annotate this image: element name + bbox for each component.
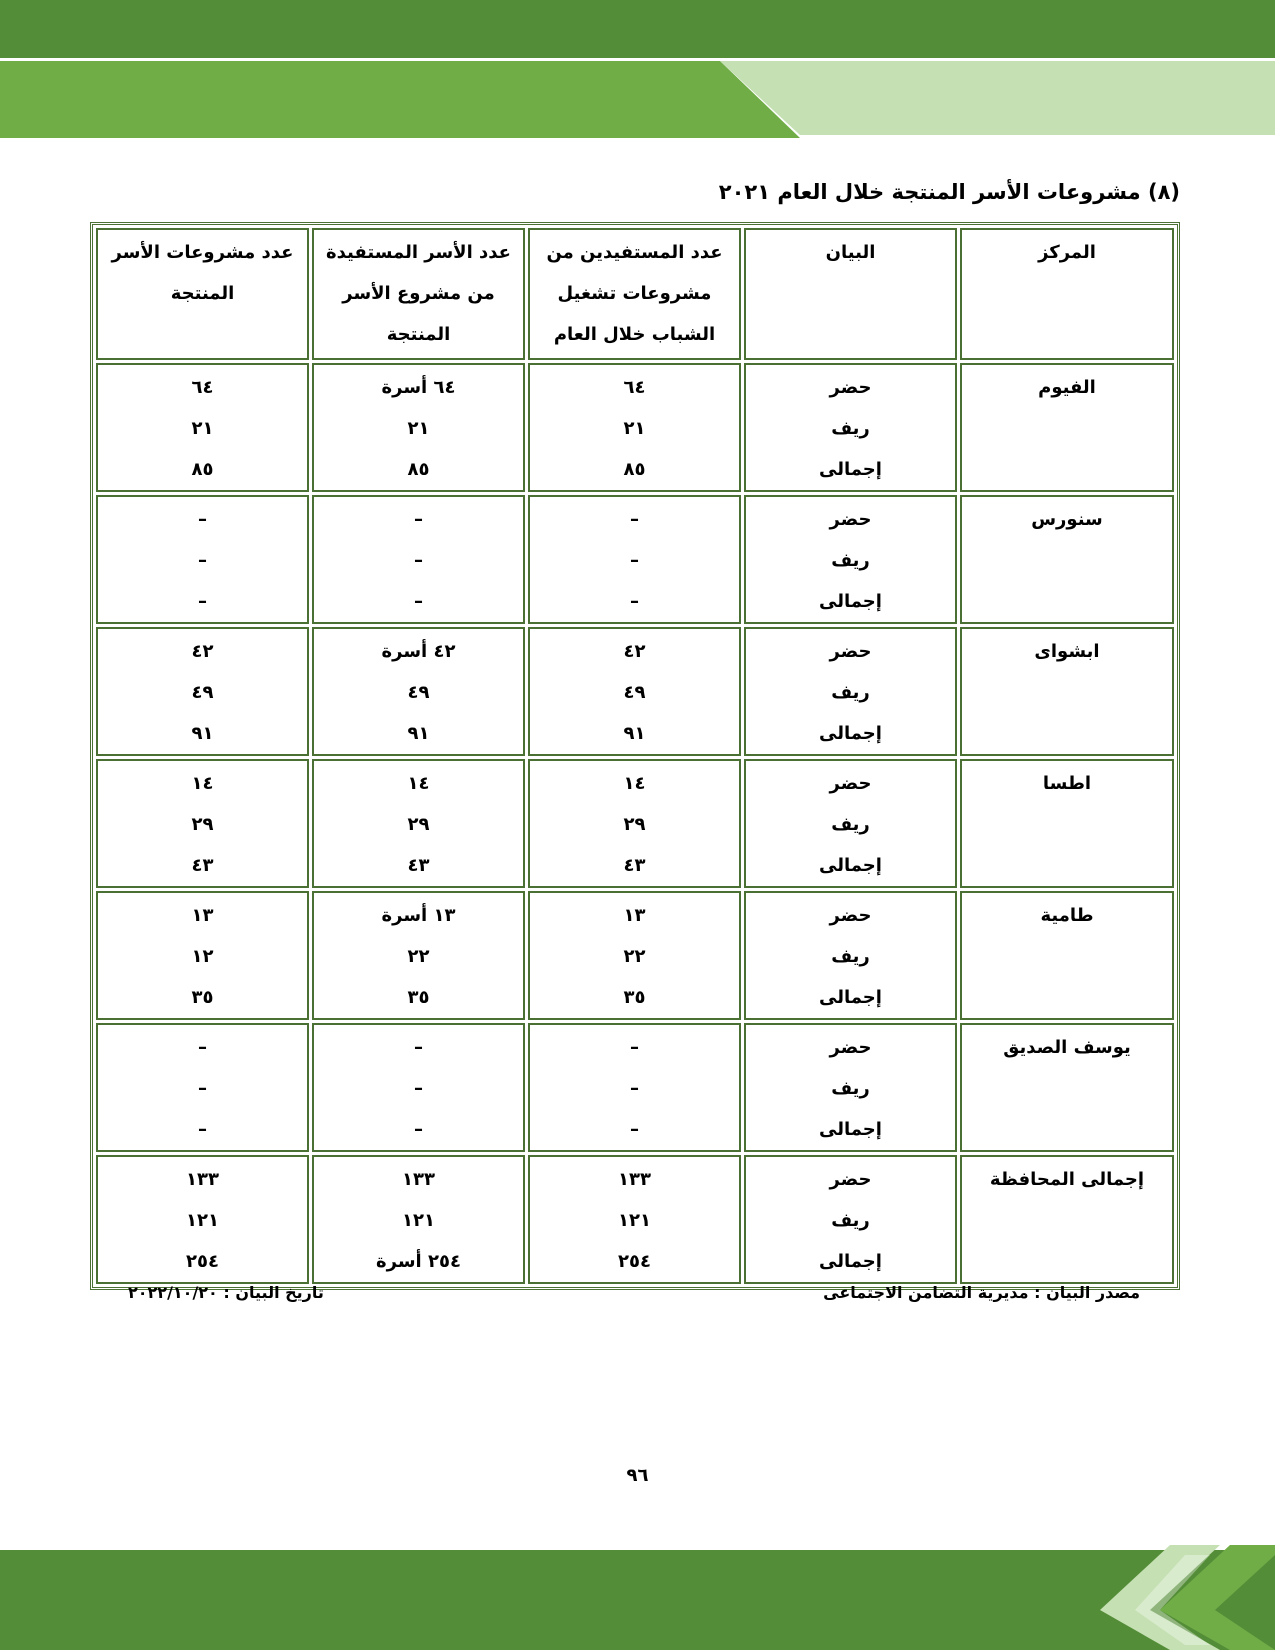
row-label: ريف: [831, 550, 870, 571]
value-cell-c3: [96, 495, 309, 624]
table-row: [96, 627, 1174, 756]
value-cell-c2: [312, 1155, 525, 1284]
cell-value: ٢٥٤: [618, 1251, 651, 1272]
row-label: حضر: [829, 641, 872, 662]
footer-banner: [0, 1540, 1275, 1650]
cell-value: ٩١: [623, 723, 646, 744]
cell-value: ٨٥: [623, 459, 646, 480]
cell-value: ٢٩: [407, 814, 430, 835]
center-name-cell: [960, 627, 1174, 756]
center-name: ابشواى: [1034, 641, 1100, 662]
cell-value: ٤٢: [623, 641, 646, 662]
row-label: إجمالى: [819, 855, 882, 876]
center-name: إجمالى المحافظة: [989, 1169, 1145, 1190]
center-name-cell: [960, 1155, 1174, 1284]
table-row: [96, 1155, 1174, 1284]
value-cell-c2: [312, 627, 525, 756]
cell-value: ٢٥٤ أسرة: [376, 1251, 461, 1272]
row-label: حضر: [829, 905, 872, 926]
table-row: [96, 759, 1174, 888]
label-cell: [744, 495, 957, 624]
center-name-cell: [960, 891, 1174, 1020]
value-cell-c1: [528, 759, 741, 888]
center-name: طامية: [1040, 905, 1094, 926]
cell-value: ٨٥: [407, 459, 430, 480]
cell-value: –: [630, 1078, 639, 1099]
label-cell: [744, 363, 957, 492]
header-families: عدد الأسر المستفيدة من مشروع الأسر المنتجة: [312, 228, 525, 360]
row-label: إجمالى: [819, 723, 882, 744]
center-name-cell: [960, 1023, 1174, 1152]
cell-value: ١٣٣: [402, 1169, 435, 1190]
label-cell: [744, 891, 957, 1020]
cell-value: ١٤: [407, 773, 430, 794]
value-cell-c1: [528, 363, 741, 492]
cell-value: ٤٢ أسرة: [381, 641, 456, 662]
cell-value: ٤٢: [191, 641, 214, 662]
cell-value: ١٣٣: [186, 1169, 219, 1190]
center-name-cell: [960, 495, 1174, 624]
header-beneficiaries: عدد المستفيدين من مشروعات تشغيل الشباب خلال العام: [528, 228, 741, 360]
value-cell-c1: [528, 495, 741, 624]
cell-value: –: [630, 550, 639, 571]
table-row: [96, 363, 1174, 492]
value-cell-c1: [528, 891, 741, 1020]
header-banner: [0, 0, 1275, 140]
cell-value: ٦٤: [191, 377, 214, 398]
value-cell-c1: [528, 1155, 741, 1284]
cell-value: ٤٩: [407, 682, 430, 703]
value-cell-c3: [96, 1023, 309, 1152]
row-label: إجمالى: [819, 591, 882, 612]
cell-value: ٩١: [407, 723, 430, 744]
cell-value: –: [630, 509, 639, 530]
cell-value: ٤٣: [191, 855, 214, 876]
cell-value: –: [414, 509, 423, 530]
center-name: اطسا: [1042, 773, 1092, 794]
value-cell-c2: [312, 1023, 525, 1152]
cell-value: ٤٩: [623, 682, 646, 703]
cell-value: ١٢: [191, 946, 214, 967]
cell-value: ١٢١: [402, 1210, 435, 1231]
row-label: إجمالى: [819, 459, 882, 480]
row-label: حضر: [829, 1037, 872, 1058]
cell-value: ١٣: [623, 905, 646, 926]
label-cell: [744, 759, 957, 888]
value-cell-c2: [312, 891, 525, 1020]
cell-value: –: [630, 1037, 639, 1058]
cell-value: ٤٣: [623, 855, 646, 876]
cell-value: –: [414, 1119, 423, 1140]
cell-value: ٢١: [407, 418, 430, 439]
cell-value: ٢٩: [191, 814, 214, 835]
cell-value: ٩١: [191, 723, 214, 744]
table-header-row: [96, 228, 1174, 360]
data-table: [90, 222, 1180, 1290]
row-label: ريف: [831, 814, 870, 835]
cell-value: –: [198, 1119, 207, 1140]
cell-value: –: [414, 591, 423, 612]
cell-value: ١٣ أسرة: [381, 905, 456, 926]
cell-value: –: [414, 550, 423, 571]
row-label: إجمالى: [819, 1251, 882, 1272]
row-label: ريف: [831, 418, 870, 439]
table-row: [96, 495, 1174, 624]
row-label: إجمالى: [819, 1119, 882, 1140]
center-name-cell: [960, 363, 1174, 492]
cell-value: ٣٥: [407, 987, 430, 1008]
cell-value: –: [198, 1037, 207, 1058]
cell-value: –: [414, 1078, 423, 1099]
cell-value: ١٢١: [618, 1210, 651, 1231]
cell-value: ١٣: [191, 905, 214, 926]
value-cell-c2: [312, 495, 525, 624]
cell-value: ٢٩: [623, 814, 646, 835]
cell-value: ٣٥: [191, 987, 214, 1008]
cell-value: ١٢١: [186, 1210, 219, 1231]
cell-value: –: [414, 1037, 423, 1058]
row-label: ريف: [831, 682, 870, 703]
cell-value: ١٤: [191, 773, 214, 794]
cell-value: –: [198, 591, 207, 612]
cell-value: ١٤: [623, 773, 646, 794]
center-name: سنورس: [1031, 509, 1103, 530]
row-label: ريف: [831, 1210, 870, 1231]
cell-value: ٨٥: [191, 459, 214, 480]
cell-value: –: [630, 1119, 639, 1140]
cell-value: ٢٢: [407, 946, 430, 967]
cell-value: –: [198, 1078, 207, 1099]
page-title: (٨) مشروعات الأسر المنتجة خلال العام ٢٠٢١: [718, 180, 1180, 204]
page-number: ٩٦: [626, 1465, 649, 1486]
value-cell-c3: [96, 759, 309, 888]
row-label: ريف: [831, 946, 870, 967]
row-label: حضر: [829, 1169, 872, 1190]
center-name-cell: [960, 759, 1174, 888]
cell-value: ٤٩: [191, 682, 214, 703]
row-label: إجمالى: [819, 987, 882, 1008]
table-row: [96, 1023, 1174, 1152]
cell-value: –: [630, 591, 639, 612]
value-cell-c3: [96, 627, 309, 756]
date-note: تاريخ البيان : ٢٠٢٢/١٠/٢٠: [128, 1283, 324, 1302]
label-cell: [744, 1155, 957, 1284]
center-name: الفيوم: [1038, 377, 1096, 398]
center-name: يوسف الصديق: [1003, 1037, 1131, 1058]
row-label: ريف: [831, 1078, 870, 1099]
table-row: [96, 891, 1174, 1020]
header-center: المركز: [960, 228, 1174, 360]
cell-value: ٣٥: [623, 987, 646, 1008]
value-cell-c2: [312, 363, 525, 492]
value-cell-c1: [528, 627, 741, 756]
label-cell: [744, 627, 957, 756]
cell-value: –: [198, 509, 207, 530]
cell-value: –: [198, 550, 207, 571]
cell-value: ٦٤: [623, 377, 646, 398]
value-cell-c3: [96, 891, 309, 1020]
row-label: حضر: [829, 773, 872, 794]
cell-value: ١٣٣: [618, 1169, 651, 1190]
row-label: حضر: [829, 377, 872, 398]
header-projects: عدد مشروعات الأسر المنتجة: [96, 228, 309, 360]
cell-value: ٢٢: [623, 946, 646, 967]
source-note: مصدر البيان : مديرية التضامن الاجتماعى: [823, 1283, 1140, 1302]
cell-value: ٢١: [623, 418, 646, 439]
value-cell-c1: [528, 1023, 741, 1152]
header-label: البيان: [744, 228, 957, 360]
value-cell-c3: [96, 363, 309, 492]
value-cell-c3: [96, 1155, 309, 1284]
row-label: حضر: [829, 509, 872, 530]
value-cell-c2: [312, 759, 525, 888]
cell-value: ٤٣: [407, 855, 430, 876]
cell-value: ٦٤ أسرة: [381, 377, 456, 398]
cell-value: ٢٥٤: [186, 1251, 219, 1272]
label-cell: [744, 1023, 957, 1152]
cell-value: ٢١: [191, 418, 214, 439]
